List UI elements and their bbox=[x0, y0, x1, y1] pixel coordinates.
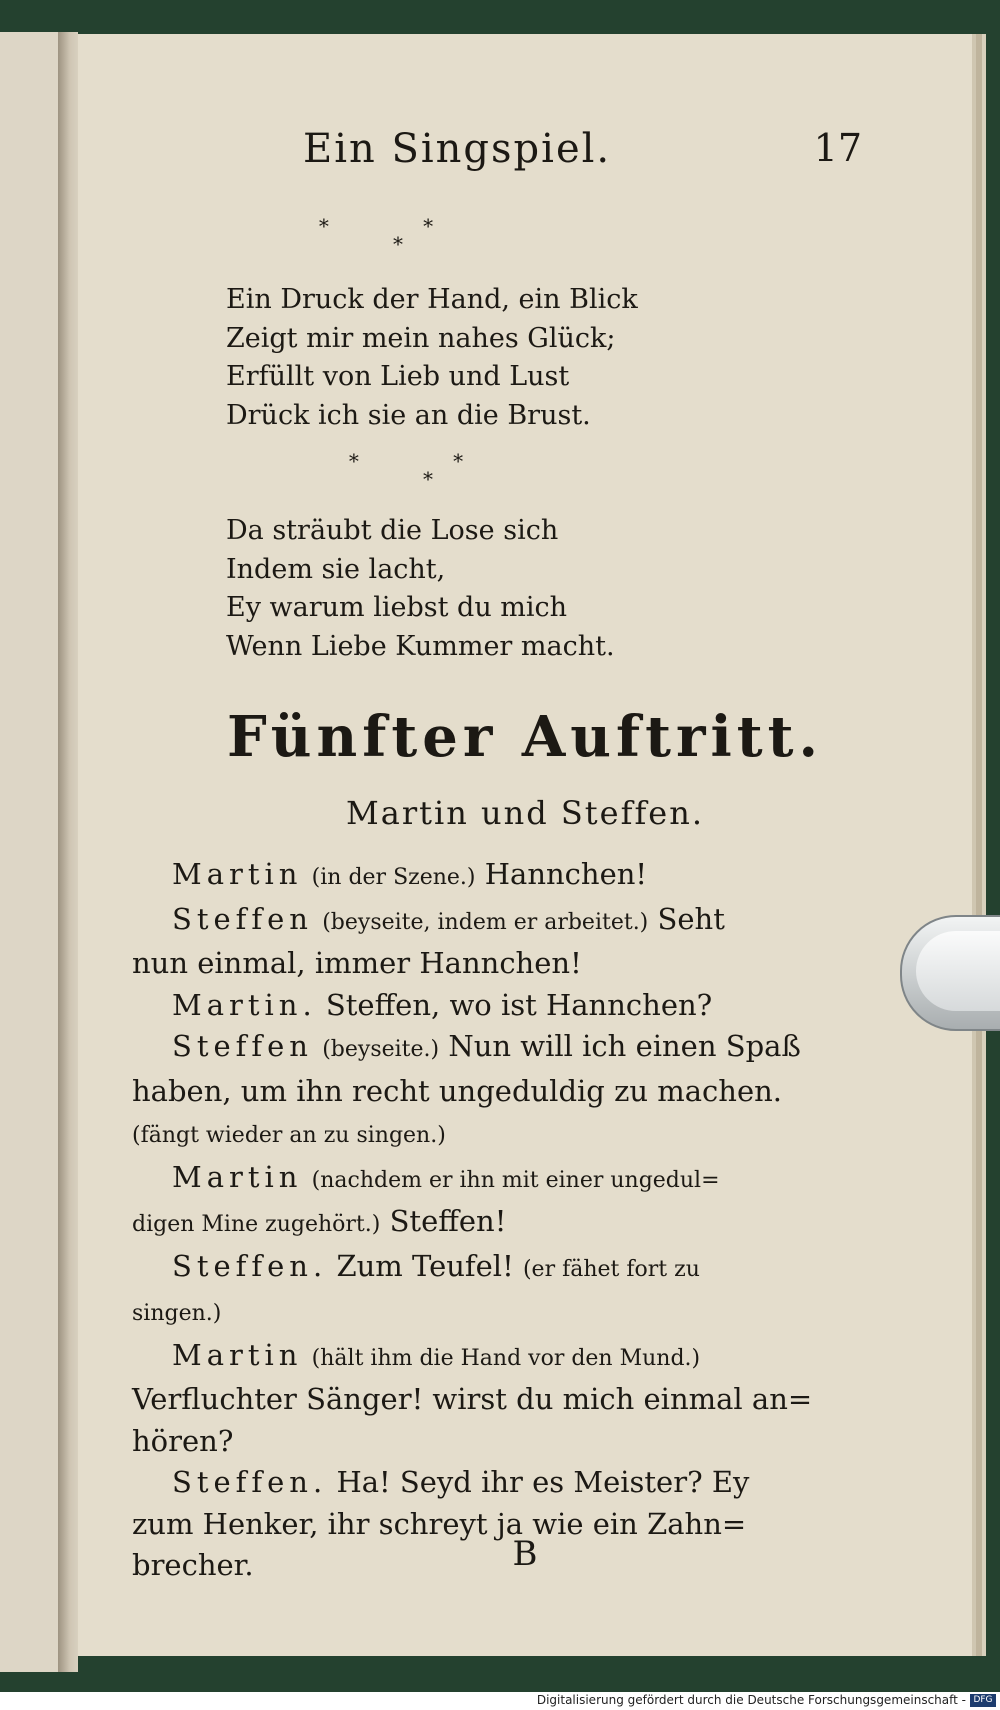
dialog-line bbox=[132, 1462, 862, 1504]
stage-direction: (hält ihm die Hand vor den Mund.) bbox=[311, 1345, 701, 1371]
dialog-line bbox=[132, 1290, 862, 1335]
page-number: 17 bbox=[813, 126, 862, 170]
page-clip-highlight bbox=[916, 931, 1000, 1011]
verse-line: Zeigt mir mein nahes Glück; bbox=[226, 322, 616, 354]
running-header bbox=[78, 126, 972, 186]
stage-direction: (beyseite.) bbox=[322, 1037, 440, 1062]
dialog-line bbox=[132, 1112, 862, 1157]
dialog-line bbox=[132, 1071, 862, 1113]
stage-direction: (beyseite, indem er arbeitet.) bbox=[322, 909, 649, 935]
dialog-line bbox=[132, 985, 862, 1027]
verse-separator: * * * bbox=[348, 449, 508, 491]
spoken-text: brecher. bbox=[132, 1548, 254, 1582]
spoken-text: Hannchen! bbox=[484, 857, 648, 891]
verse-line: Wenn Liebe Kummer macht. bbox=[226, 630, 615, 662]
spoken-text: Steffen! bbox=[389, 1204, 507, 1238]
dialog-line bbox=[132, 943, 862, 985]
book-page bbox=[78, 34, 976, 1656]
running-title: Ein Singspiel. bbox=[303, 126, 612, 172]
signature-mark: B bbox=[512, 1534, 538, 1574]
spoken-text: zum Henker, ihr schreyt ja wie ein Zahn= bbox=[132, 1506, 747, 1541]
spoken-text: Nun will ich einen Spaß bbox=[448, 1029, 801, 1063]
stage-direction: (er fähet fort zu bbox=[522, 1256, 700, 1282]
speaker-name: Martin bbox=[172, 857, 303, 891]
verse-line: Ey warum liebst du mich bbox=[226, 592, 568, 623]
verse-line: Ein Druck der Hand, ein Blick bbox=[226, 284, 638, 315]
stage-direction: digen Mine zugehört.) bbox=[132, 1212, 381, 1237]
speaker-name: Martin bbox=[172, 1159, 303, 1194]
book-gutter bbox=[58, 32, 78, 1672]
spoken-text: haben, um ihn recht ungeduldig zu machen. bbox=[132, 1073, 783, 1108]
verse-separator: * * * bbox=[318, 214, 478, 256]
dialog-line bbox=[132, 899, 862, 944]
stage-direction: (in der Szene.) bbox=[311, 865, 476, 890]
speaker-name: Martin bbox=[172, 1337, 303, 1372]
dfg-logo: DFG bbox=[970, 1694, 996, 1707]
spoken-text: nun einmal, immer Hannchen! bbox=[132, 946, 582, 980]
dialog-line bbox=[132, 1379, 862, 1421]
dialog-text bbox=[132, 854, 862, 1587]
verse-stanza-2 bbox=[226, 512, 615, 666]
spoken-text: Zum Teufel! bbox=[336, 1248, 514, 1283]
stage-direction: (nachdem er ihn mit einer ungedul= bbox=[311, 1167, 720, 1193]
dialog-line bbox=[132, 1026, 862, 1071]
dialog-line bbox=[132, 1421, 862, 1463]
verse-line: Da sträubt die Lose sich bbox=[226, 515, 559, 546]
scene-cast: Martin und Steffen. bbox=[345, 794, 704, 832]
speaker-name: Steffen bbox=[172, 901, 313, 936]
scene-heading: Fünfter Auftritt. bbox=[227, 704, 823, 770]
verse-line: Erfüllt von Lieb und Lust bbox=[226, 361, 570, 392]
left-page-edge bbox=[0, 32, 61, 1672]
dialog-line bbox=[132, 1201, 862, 1246]
speaker-name: Martin. bbox=[172, 987, 317, 1022]
page-clip bbox=[900, 915, 1000, 1031]
speaker-name: Steffen. bbox=[172, 1248, 328, 1283]
spoken-text: Verfluchter Sänger! wirst du mich einmal an= bbox=[132, 1382, 813, 1416]
speaker-name: Steffen bbox=[172, 1029, 313, 1063]
spoken-text: Seht bbox=[657, 901, 725, 936]
dialog-line bbox=[132, 1246, 862, 1291]
dialog-line bbox=[132, 1157, 862, 1202]
verse-stanza-1 bbox=[226, 281, 638, 435]
speaker-name: Steffen. bbox=[172, 1465, 328, 1499]
dialog-line bbox=[132, 854, 862, 899]
spoken-text: hören? bbox=[132, 1423, 234, 1458]
dialog-line bbox=[132, 1335, 862, 1380]
verse-line: Drück ich sie an die Brust. bbox=[226, 399, 591, 431]
stage-direction: singen.) bbox=[132, 1301, 222, 1326]
spoken-text: Steffen, wo ist Hannchen? bbox=[325, 987, 713, 1022]
spoken-text: Ha! Seyd ihr es Meister? Ey bbox=[336, 1465, 750, 1499]
stage-direction: (fängt wieder an zu singen.) bbox=[132, 1123, 446, 1148]
verse-line: Indem sie lacht, bbox=[226, 553, 446, 585]
digitization-footer bbox=[0, 1692, 1000, 1710]
footer-credit: Digitalisierung gefördert durch die Deutsche Forschungsgemeinschaft - bbox=[536, 1693, 966, 1707]
